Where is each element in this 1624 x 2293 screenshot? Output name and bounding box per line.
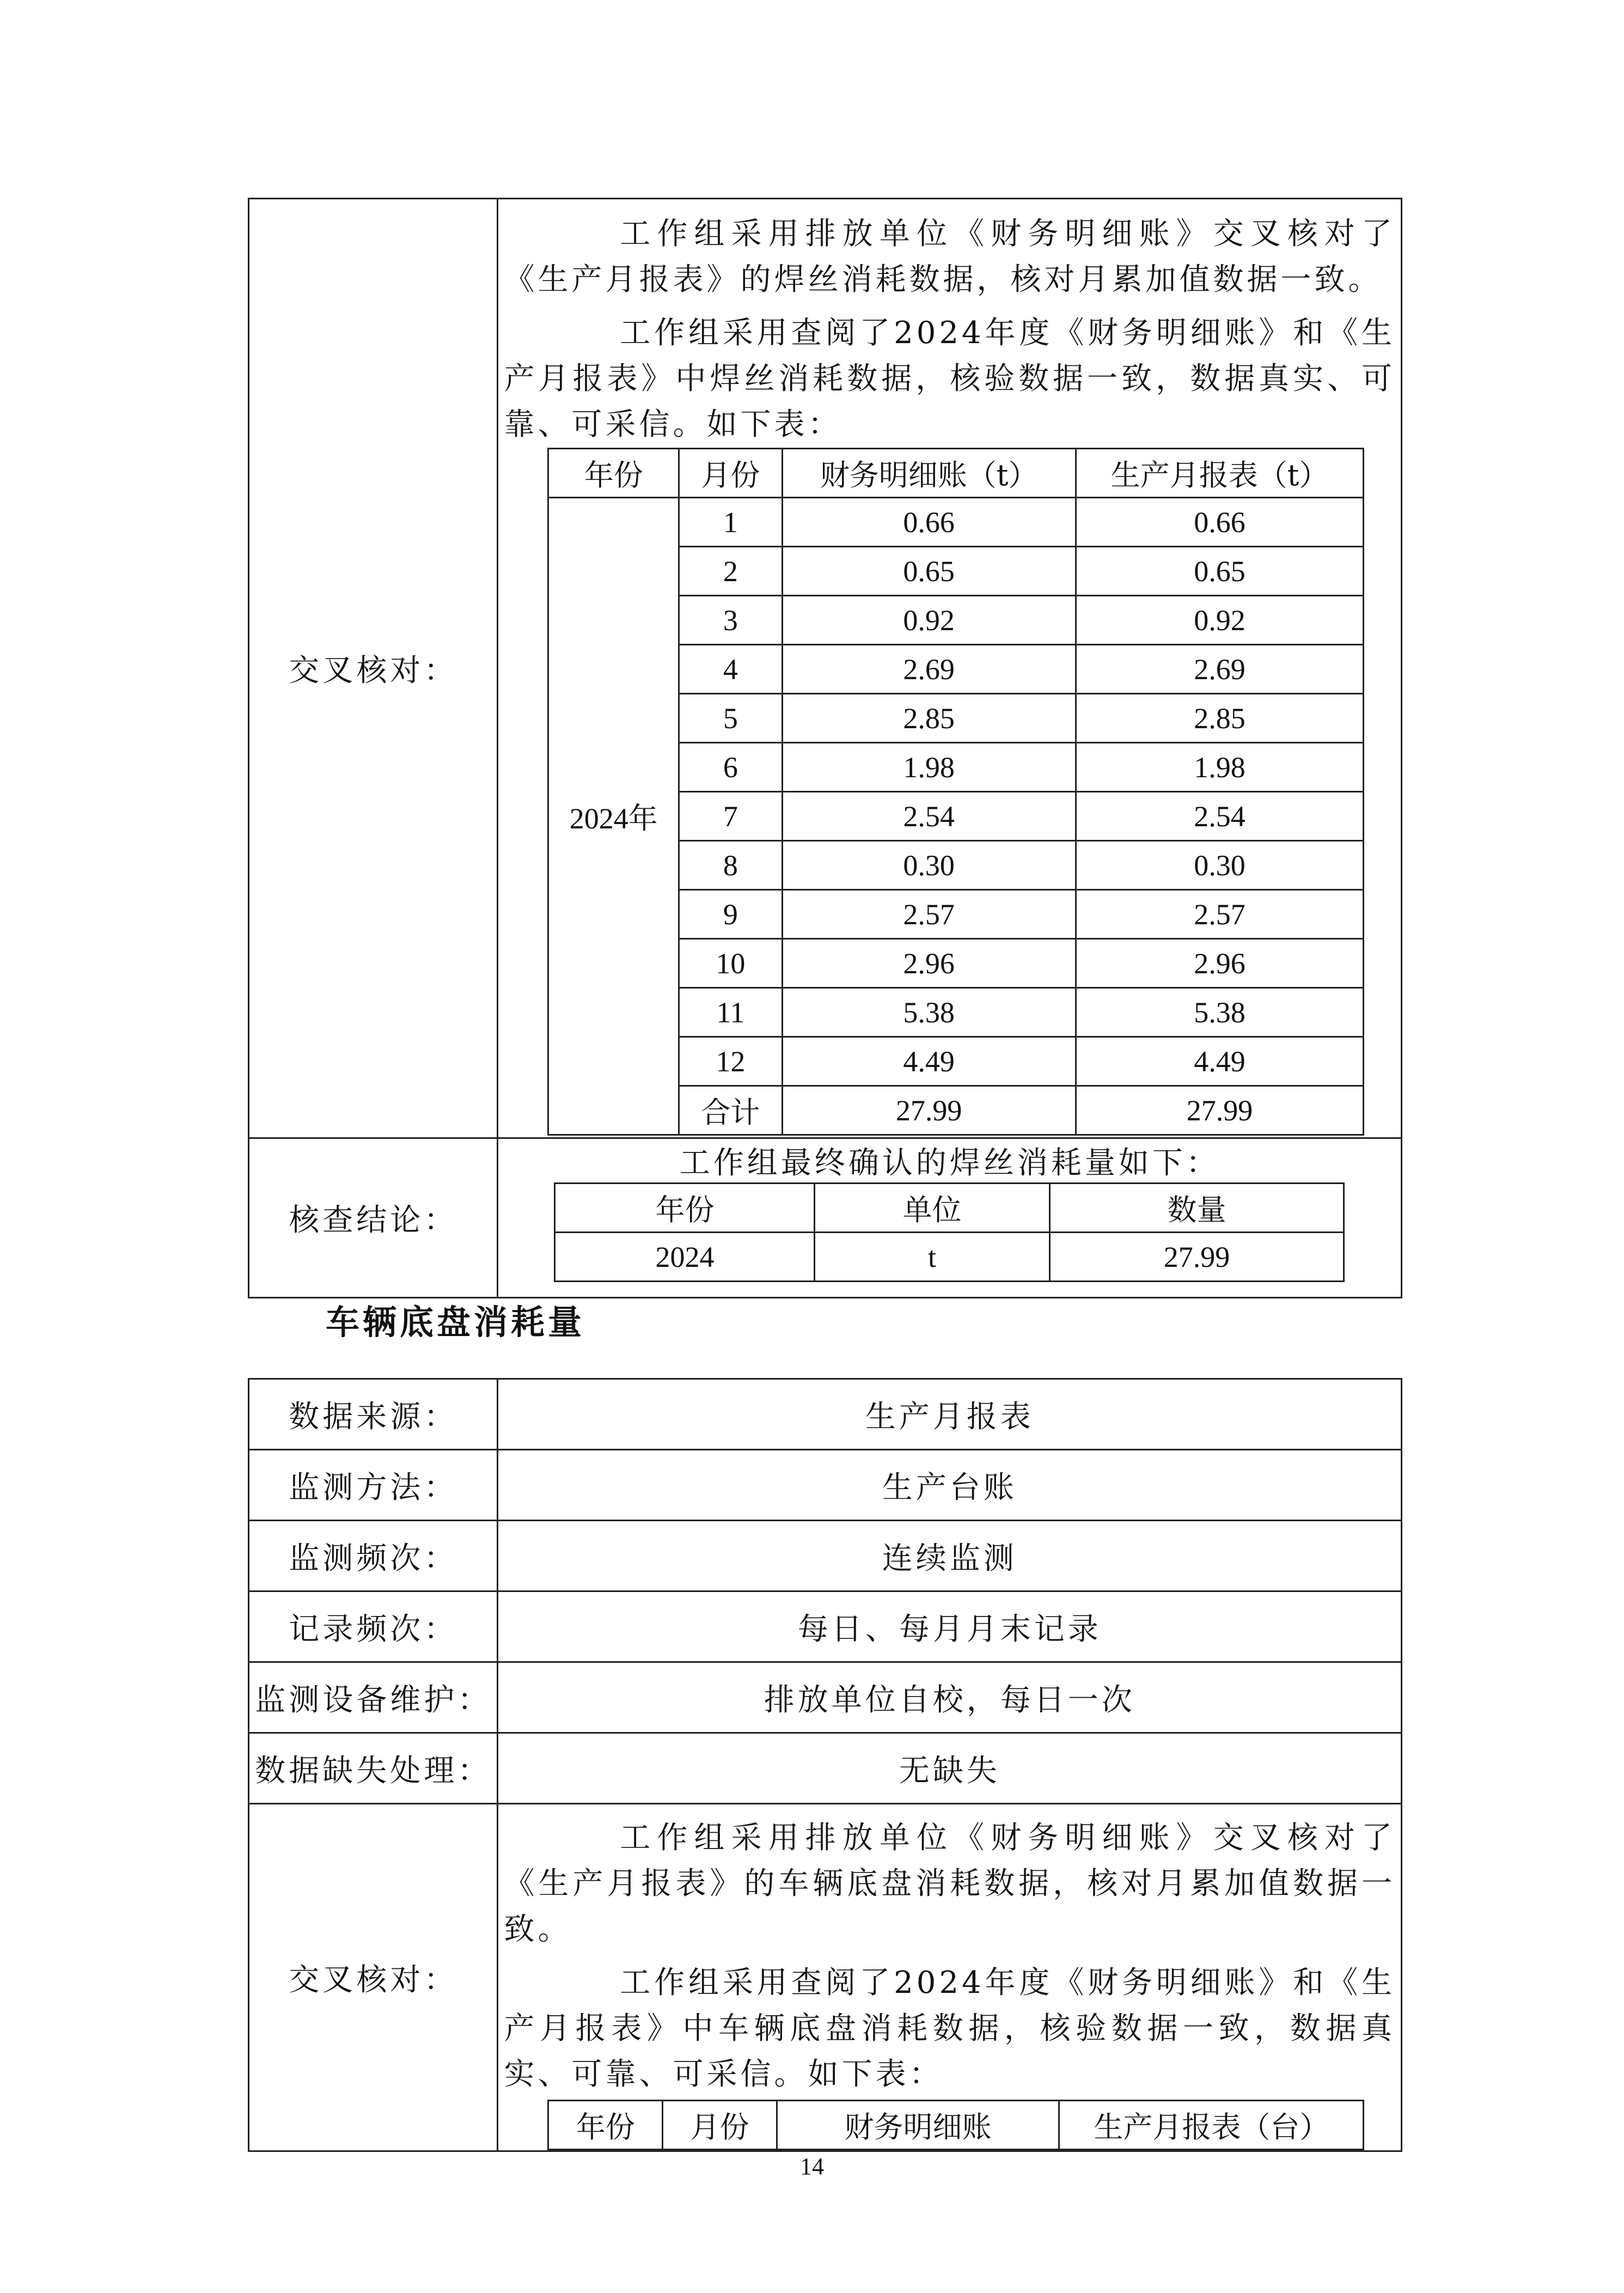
equipment-maintenance-label: 监测设备维护： xyxy=(249,1662,498,1733)
report-cell: 1.98 xyxy=(1076,743,1364,792)
finance-cell: 1.98 xyxy=(782,743,1076,792)
monitoring-method-label: 监测方法： xyxy=(249,1450,498,1521)
chassis-cross-check-label: 交叉核对： xyxy=(249,1804,498,2151)
chassis-cross-check-paragraph-1: 工作组采用排放单位《财务明细账》交叉核对了《生产月报表》的车辆底盘消耗数据，核对月累加值数据一致。 xyxy=(504,1820,1395,1947)
conclusion-data-row xyxy=(555,1233,1344,1282)
cross-check-content xyxy=(498,199,1402,1138)
equipment-maintenance-value: 排放单位自校，每日一次 xyxy=(498,1662,1402,1733)
report-cell: 2.69 xyxy=(1076,645,1364,694)
finance-cell: 0.65 xyxy=(782,547,1076,596)
conclusion-header-quantity: 数量 xyxy=(1049,1184,1344,1233)
section-title: 车辆底盘消耗量 xyxy=(326,1302,585,1342)
month-cell: 5 xyxy=(679,694,783,743)
chassis-cross-check-paragraph-2: 工作组采用查阅了2024年度《财务明细账》和《生产月报表》中车辆底盘消耗数据，核验数据一致，数据真实、可靠、可采信。如下表： xyxy=(504,1965,1395,2092)
report-cell: 0.66 xyxy=(1076,498,1364,547)
recording-frequency-value: 每日、每月月末记录 xyxy=(498,1591,1402,1662)
cross-check-label: 交叉核对： xyxy=(249,199,498,1138)
month-cell: 9 xyxy=(679,890,783,939)
header-finance: 财务明细账（t） xyxy=(782,449,1076,498)
monitoring-method-value: 生产台账 xyxy=(498,1450,1402,1521)
chassis-header-report: 生产月报表（台） xyxy=(1059,2101,1364,2150)
monitoring-frequency-row xyxy=(249,1521,1402,1591)
report-cell: 5.38 xyxy=(1076,988,1364,1037)
page-number: 14 xyxy=(800,2153,824,2180)
total-report: 27.99 xyxy=(1076,1086,1364,1135)
report-cell: 4.49 xyxy=(1076,1037,1364,1086)
monitoring-method-row xyxy=(249,1450,1402,1521)
finance-cell: 0.66 xyxy=(782,498,1076,547)
report-cell: 0.65 xyxy=(1076,547,1364,596)
equipment-maintenance-row xyxy=(249,1662,1402,1733)
conclusion-header-row xyxy=(555,1184,1344,1233)
month-cell: 12 xyxy=(679,1037,783,1086)
month-cell: 6 xyxy=(679,743,783,792)
report-cell: 2.54 xyxy=(1076,792,1364,841)
conclusion-unit: t xyxy=(815,1233,1049,1282)
month-cell: 4 xyxy=(679,645,783,694)
finance-cell: 2.69 xyxy=(782,645,1076,694)
total-label: 合计 xyxy=(679,1086,783,1135)
month-cell: 3 xyxy=(679,596,783,645)
total-finance: 27.99 xyxy=(782,1086,1076,1135)
chassis-monthly-table xyxy=(547,2100,1364,2150)
report-cell: 2.57 xyxy=(1076,890,1364,939)
month-cell: 2 xyxy=(679,547,783,596)
conclusion-quantity: 27.99 xyxy=(1049,1233,1344,1282)
recording-frequency-row xyxy=(249,1591,1402,1662)
chassis-cross-check-row xyxy=(249,1804,1402,2151)
cross-check-paragraph-1: 工作组采用排放单位《财务明细账》交叉核对了《生产月报表》的焊丝消耗数据，核对月累加值数据一致。 xyxy=(504,216,1395,297)
finance-cell: 4.49 xyxy=(782,1037,1076,1086)
chassis-header-year: 年份 xyxy=(548,2101,663,2150)
recording-frequency-label: 记录频次： xyxy=(249,1591,498,1662)
data-source-row xyxy=(249,1379,1402,1450)
missing-data-value: 无缺失 xyxy=(498,1733,1402,1804)
cross-check-paragraph-2: 工作组采用查阅了2024年度《财务明细账》和《生产月报表》中焊丝消耗数据，核验数据一致，数据真实、可靠、可采信。如下表： xyxy=(504,315,1395,442)
chassis-header-row xyxy=(548,2101,1364,2150)
report-cell: 2.96 xyxy=(1076,939,1364,988)
finance-cell: 2.57 xyxy=(782,890,1076,939)
conclusion-year: 2024 xyxy=(555,1233,815,1282)
vehicle-chassis-table xyxy=(248,1378,1402,2152)
year-cell: 2024年 xyxy=(548,498,679,1135)
missing-data-row xyxy=(249,1733,1402,1804)
report-cell: 0.30 xyxy=(1076,841,1364,890)
month-cell: 7 xyxy=(679,792,783,841)
conclusion-header-unit: 单位 xyxy=(815,1184,1049,1233)
cross-check-row xyxy=(249,199,1402,1138)
month-cell: 8 xyxy=(679,841,783,890)
chassis-cross-check-content xyxy=(498,1804,1402,2151)
finance-cell: 5.38 xyxy=(782,988,1076,1037)
finance-cell: 2.85 xyxy=(782,694,1076,743)
conclusion-row xyxy=(249,1138,1402,1298)
conclusion-header-year: 年份 xyxy=(555,1184,815,1233)
data-source-label: 数据来源： xyxy=(249,1379,498,1450)
monitoring-frequency-value: 连续监测 xyxy=(498,1521,1402,1591)
conclusion-content xyxy=(498,1138,1402,1298)
data-source-value: 生产月报表 xyxy=(498,1379,1402,1450)
header-year: 年份 xyxy=(548,449,679,498)
conclusion-intro: 工作组最终确认的焊丝消耗量如下： xyxy=(679,1145,1220,1181)
chassis-header-month: 月份 xyxy=(663,2101,777,2150)
month-cell: 1 xyxy=(679,498,783,547)
conclusion-table xyxy=(554,1182,1345,1282)
month-cell: 10 xyxy=(679,939,783,988)
table-row xyxy=(548,498,1364,547)
finance-cell: 0.30 xyxy=(782,841,1076,890)
finance-cell: 2.54 xyxy=(782,792,1076,841)
finance-cell: 2.96 xyxy=(782,939,1076,988)
welding-wire-table xyxy=(248,198,1402,1298)
chassis-header-finance: 财务明细账 xyxy=(777,2101,1059,2150)
conclusion-label: 核查结论： xyxy=(249,1138,498,1298)
report-cell: 0.92 xyxy=(1076,596,1364,645)
monthly-header-row xyxy=(548,449,1364,498)
header-month: 月份 xyxy=(679,449,783,498)
monthly-consumption-table xyxy=(547,448,1364,1136)
header-report: 生产月报表（t） xyxy=(1076,449,1364,498)
month-cell: 11 xyxy=(679,988,783,1037)
monitoring-frequency-label: 监测频次： xyxy=(249,1521,498,1591)
finance-cell: 0.92 xyxy=(782,596,1076,645)
report-cell: 2.85 xyxy=(1076,694,1364,743)
missing-data-label: 数据缺失处理： xyxy=(249,1733,498,1804)
